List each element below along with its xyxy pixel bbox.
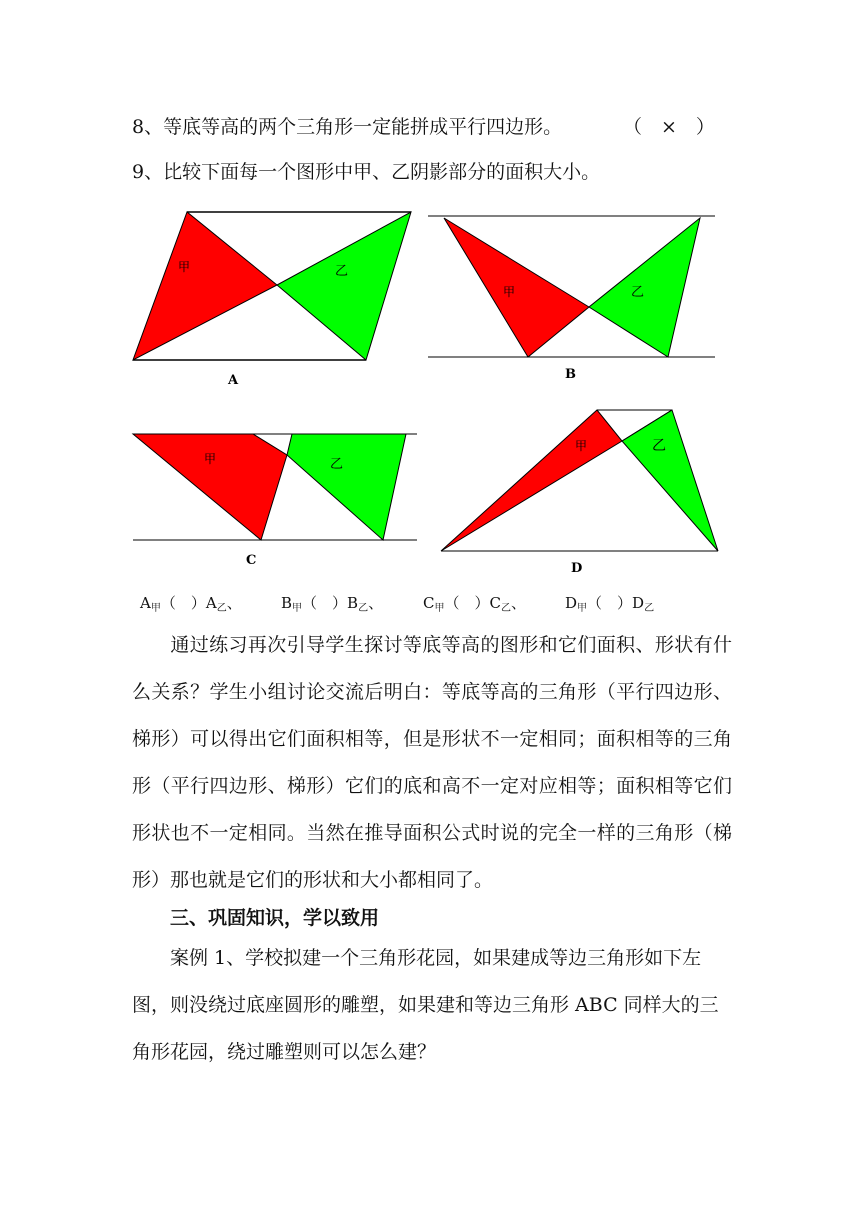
figure-a-yi-label: 乙 — [335, 264, 349, 279]
figure-d-yi-label: 乙 — [652, 438, 666, 454]
comparison-a-blank[interactable]: （ ） — [160, 594, 206, 612]
figure-a — [133, 212, 411, 388]
figure-c — [133, 434, 417, 568]
figure-c-yi-region — [287, 434, 406, 540]
triangle-figures — [0, 0, 860, 600]
section-heading: 三、巩固知识，学以致用 — [170, 907, 380, 929]
figure-d-jia-region — [441, 410, 622, 551]
comparison-d-blank[interactable]: （ ） — [587, 594, 633, 612]
figure-c-label: C — [246, 553, 257, 568]
figure-c-jia-region — [133, 434, 287, 540]
figure-c-yi-label: 乙 — [330, 457, 344, 472]
question-8-answer: （ × ） — [623, 116, 715, 138]
discussion-paragraph — [132, 622, 732, 904]
case-paragraph-text: 案例 1、学校拟建一个三角形花园，如果建成等边三角形如下左图，则没绕过底座圆形的雕塑，如果建和等边三角形 ABC 同样大的三角形花园，绕过雕塑则可以怎么建？ — [132, 947, 719, 1063]
comparison-c-blank[interactable]: （ ） — [444, 594, 490, 612]
comparison-d: $D_甲$（ ）$D_乙$ — [565, 594, 655, 614]
question-8-text: 8、等底等高的两个三角形一定能拼成平行四边形。 — [132, 116, 563, 138]
figure-d — [441, 410, 718, 576]
comparison-c: $C_甲$（ ）$C_乙$、 — [423, 594, 526, 614]
discussion-paragraph-text: 通过练习再次引导学生探讨等底等高的图形和它们面积、形状有什么关系？学生小组讨论交流后明白：等底等高的三角形（平行四边形、梯形）可以得出它们面积相等，但是形状不一定相同；面积相等的三角形（平行四边形、梯形）它们的底和高不一定对应相等；面积相等它们形状也不一定相同。当然在推导面积公式时说的完全一样的三角形（梯形）那也就是它们的形状和大小都相同了。 — [132, 634, 732, 891]
figure-a-jia-label: 甲 — [178, 260, 191, 274]
figure-b-yi-region — [589, 218, 700, 357]
figure-b-jia-label: 甲 — [503, 285, 516, 299]
figure-d-jia-label: 甲 — [575, 439, 588, 453]
figure-d-label: D — [571, 561, 583, 576]
case-paragraph — [132, 935, 732, 1076]
question-9: 9、比较下面每一个图形中甲、乙阴影部分的面积大小。 — [132, 161, 601, 183]
figure-a-label: A — [228, 373, 239, 388]
figure-b-jia-region — [444, 218, 589, 357]
figure-d-yi-region — [622, 410, 718, 551]
figure-b-yi-label: 乙 — [631, 285, 645, 300]
comparison-b: $B_甲$（ ）$B_乙$、 — [281, 594, 384, 614]
figure-c-jia-label: 甲 — [204, 452, 217, 466]
figure-a-yi-region — [277, 212, 411, 360]
figure-a-jia-region — [133, 212, 277, 360]
comparison-b-blank[interactable]: （ ） — [302, 594, 348, 612]
figure-b — [428, 216, 715, 382]
comparison-a: $A_甲$（ ）$A_乙$、 — [140, 594, 242, 614]
figure-b-label: B — [565, 367, 576, 382]
